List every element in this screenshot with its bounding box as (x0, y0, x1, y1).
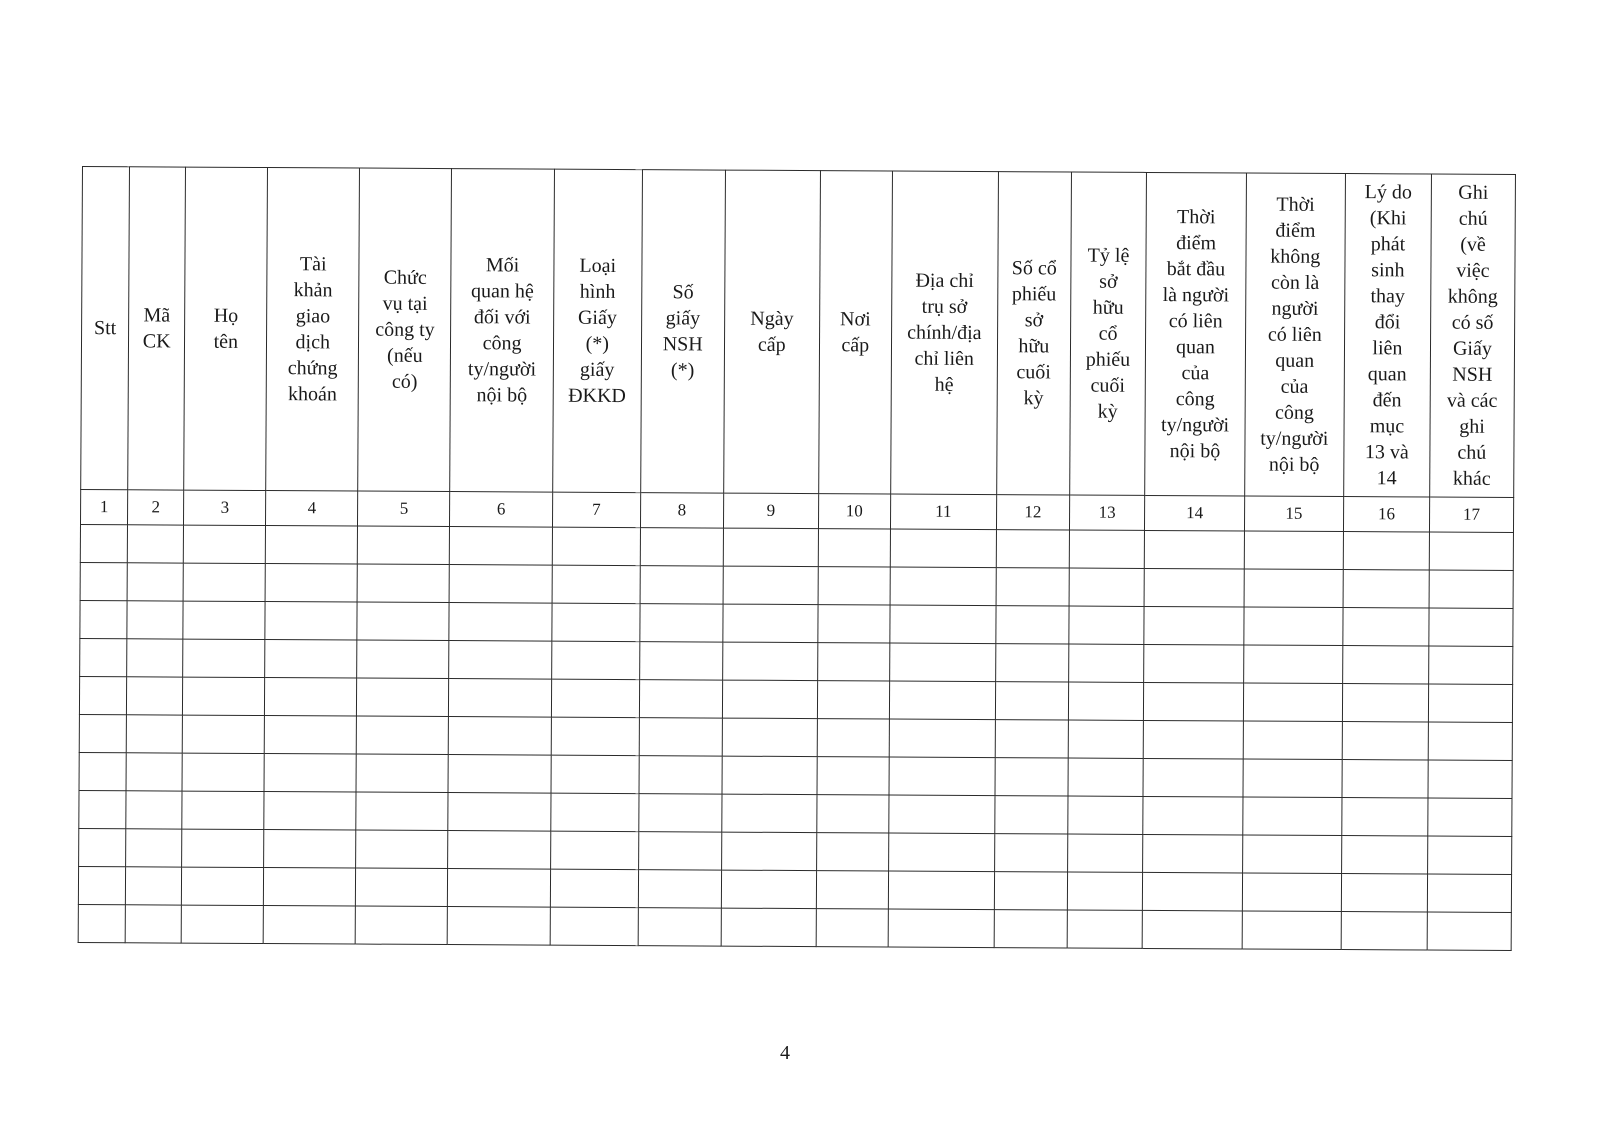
table-cell (78, 904, 125, 942)
table-cell (80, 524, 127, 562)
table-cell (449, 603, 552, 642)
table-cell (1428, 684, 1512, 722)
table-row (78, 904, 1511, 950)
page-number: 4 (780, 1042, 790, 1064)
table-cell (994, 910, 1067, 948)
header-row (81, 167, 1516, 498)
table-cell (357, 716, 449, 755)
table-cell (1342, 684, 1428, 722)
table-cell (550, 907, 638, 945)
table-cell (640, 528, 723, 566)
table-cell (638, 908, 721, 946)
table-cell (816, 833, 888, 871)
table-cell (1243, 759, 1342, 798)
table-cell (639, 680, 722, 718)
column-number-cell: 5 (358, 491, 450, 527)
table-cell (816, 909, 888, 947)
table-cell (817, 681, 889, 719)
header-cell-loai-hinh-giay: Loại hình Giấy (*) giấy ĐKKD (552, 169, 642, 492)
table-cell (1068, 644, 1144, 682)
table-cell (357, 678, 449, 717)
table-cell (1428, 760, 1512, 798)
table-cell (182, 791, 264, 829)
table-cell (995, 834, 1068, 872)
table-cell (183, 715, 265, 753)
table-cell (996, 644, 1069, 682)
table-cell (889, 643, 996, 682)
table-cell (357, 602, 449, 641)
table-cell (550, 831, 638, 869)
table-cell (638, 870, 721, 908)
header-cell-so-giay-nsh: Số giấy NSH (*) (640, 170, 725, 493)
table-cell (1428, 798, 1512, 836)
table-cell (1069, 606, 1145, 644)
table-cell (357, 640, 449, 679)
column-number-cell: 12 (996, 495, 1069, 530)
table-cell (1069, 530, 1145, 568)
table-cell (448, 755, 551, 794)
table-cell (640, 566, 723, 604)
column-number-cell: 3 (184, 490, 266, 525)
table-cell (722, 680, 817, 719)
table-cell (182, 753, 264, 791)
column-number-cell: 11 (890, 494, 997, 530)
table-cell (640, 604, 723, 642)
table-cell (551, 679, 639, 717)
table-cell (1145, 530, 1244, 569)
table-cell (996, 530, 1069, 568)
table-cell (127, 525, 183, 563)
table-cell (1144, 568, 1243, 607)
table-cell (183, 639, 265, 677)
table-cell (356, 906, 448, 945)
table-cell (888, 833, 995, 872)
table-cell (80, 638, 127, 676)
header-cell-moi-quan-he: Mối quan hệ đối với công ty/người nội bộ (450, 169, 554, 493)
table-cell (1427, 836, 1511, 874)
related-persons-table (78, 166, 1516, 951)
table-cell (265, 602, 357, 641)
header-cell-noi-cap: Nơi cấp (819, 171, 892, 494)
header-cell-tai-khoan: Tài khản giao dịch chứng khoán (266, 168, 360, 492)
table-cell (723, 528, 818, 567)
table-cell (264, 830, 356, 869)
table-cell (996, 606, 1069, 644)
table-cell (1342, 760, 1428, 798)
table-cell (1068, 682, 1144, 720)
table-cell (1429, 570, 1513, 608)
header-cell-chuc-vu: Chức vụ tại công ty (nếu có) (358, 168, 452, 492)
table-cell (996, 568, 1069, 606)
header-cell-dia-chi: Địa chỉ trụ sở chính/địa chỉ liên hệ (890, 171, 998, 495)
table-cell (265, 564, 357, 603)
header-cell-ma-ck: Mã CK (128, 167, 186, 490)
table-cell (356, 830, 448, 869)
table-cell (1429, 608, 1513, 646)
table-cell (450, 565, 553, 604)
table-cell (639, 756, 722, 794)
column-number-cell: 13 (1069, 495, 1145, 530)
table-cell (264, 792, 356, 831)
table-cell (638, 832, 721, 870)
table-cell (1243, 721, 1342, 760)
table-cell (78, 866, 125, 904)
column-number-cell: 16 (1343, 497, 1429, 532)
table-cell (890, 567, 997, 606)
table-cell (1067, 872, 1143, 910)
table-cell (184, 525, 266, 563)
table-cell (1343, 608, 1429, 646)
table-cell (722, 756, 817, 795)
table-cell (79, 790, 126, 828)
table-cell (127, 563, 183, 601)
table-cell (264, 754, 356, 793)
column-number-cell: 10 (818, 494, 890, 529)
table-cell (1067, 834, 1143, 872)
column-number-cell: 15 (1244, 496, 1343, 532)
table-cell (1144, 644, 1243, 683)
table-cell (183, 677, 265, 715)
table-cell (264, 868, 356, 907)
table-cell (722, 718, 817, 757)
table-cell (127, 677, 183, 715)
table-cell (818, 529, 890, 567)
table-body (78, 489, 1514, 950)
column-number-cell: 1 (80, 489, 127, 524)
table-cell (79, 828, 126, 866)
column-number-cell: 8 (640, 493, 723, 528)
table-cell (1341, 874, 1427, 912)
table-cell (817, 757, 889, 795)
table-cell (818, 643, 890, 681)
table-cell (552, 603, 640, 641)
table-cell (448, 831, 551, 870)
table-cell (448, 869, 551, 908)
table-cell (449, 717, 552, 756)
table-cell (889, 681, 996, 720)
table-cell (818, 567, 890, 605)
table-cell (1428, 722, 1512, 760)
table-cell (126, 829, 182, 867)
header-cell-ho-ten: Họ tên (184, 167, 268, 490)
column-number-cell: 4 (266, 491, 358, 527)
table-cell (552, 565, 640, 603)
table-cell (551, 717, 639, 755)
table-cell (550, 869, 638, 907)
header-cell-so-co-phieu: Số cổ phiếu sở hữu cuối kỳ (997, 172, 1071, 495)
table-cell (639, 642, 722, 680)
table-cell (126, 715, 182, 753)
table-cell (1143, 834, 1242, 873)
table-cell (1343, 532, 1429, 570)
table-cell (79, 714, 126, 752)
table-cell (1429, 532, 1513, 570)
table-cell (723, 566, 818, 605)
table-cell (125, 905, 181, 943)
table-cell (888, 795, 995, 834)
table-cell (183, 563, 265, 601)
table-cell (182, 829, 264, 867)
table-cell (639, 794, 722, 832)
table-cell (265, 678, 357, 717)
table-cell (722, 642, 817, 681)
column-number-cell: 9 (723, 493, 818, 529)
table-cell (817, 719, 889, 757)
table-cell (127, 639, 183, 677)
header-cell-ly-do: Lý do (Khi phát sinh thay đổi liên quan đến mục 13 và 14 (1344, 174, 1432, 497)
table-cell (356, 754, 448, 793)
table-cell (995, 758, 1068, 796)
table-cell (357, 564, 449, 603)
table-cell (1427, 912, 1511, 950)
table-cell (1068, 758, 1144, 796)
table-cell (1429, 646, 1513, 684)
table-cell (721, 870, 816, 909)
table-cell (127, 601, 183, 639)
table-cell (551, 793, 639, 831)
table-cell (551, 641, 639, 679)
table-cell (79, 752, 126, 790)
table-cell (263, 906, 355, 945)
table-cell (818, 605, 890, 643)
table-cell (888, 909, 995, 948)
table-cell (1144, 682, 1243, 721)
table-cell (1244, 531, 1343, 570)
table-cell (889, 719, 996, 758)
table-cell (80, 562, 127, 600)
table-cell (80, 600, 127, 638)
table-cell (125, 867, 181, 905)
table-cell (183, 601, 265, 639)
table-cell (995, 720, 1068, 758)
table-cell (1342, 798, 1428, 836)
table-cell (1144, 606, 1243, 645)
table-cell (994, 872, 1067, 910)
table-cell (817, 795, 889, 833)
table-cell (1143, 796, 1242, 835)
column-number-cell: 7 (552, 492, 640, 527)
table-cell (356, 868, 448, 907)
table-cell (448, 907, 551, 946)
table-cell (1242, 797, 1341, 836)
table-cell (448, 793, 551, 832)
header-cell-thoi-diem-khong-con: Thời điểm không còn là người có liên quan của công ty/người nội bộ (1244, 173, 1345, 497)
table-cell (890, 529, 997, 568)
table-cell (1243, 645, 1342, 684)
table-cell (1242, 873, 1341, 912)
table-cell (264, 716, 356, 755)
table-cell (639, 718, 722, 756)
header-cell-ty-le-so-huu: Tỷ lệ sở hữu cổ phiếu cuối kỳ (1069, 172, 1147, 495)
table-cell (1244, 569, 1343, 608)
table-cell (1144, 720, 1243, 759)
table-cell (1143, 910, 1242, 949)
table-cell (1143, 872, 1242, 911)
table-cell (1069, 568, 1145, 606)
table-cell (1342, 836, 1428, 874)
table-cell (1068, 720, 1144, 758)
table-cell (816, 871, 888, 909)
table-cell (1243, 683, 1342, 722)
table-cell (79, 676, 126, 714)
table-cell (450, 527, 553, 566)
table-cell (1244, 607, 1343, 646)
table-cell (1343, 570, 1429, 608)
column-number-cell: 6 (450, 492, 553, 528)
table-cell (552, 527, 640, 565)
column-number-cell: 2 (128, 490, 184, 525)
table-cell (1242, 911, 1341, 950)
table-cell (182, 867, 264, 905)
table-cell (995, 796, 1068, 834)
table-cell (995, 682, 1068, 720)
table-cell (1067, 910, 1143, 948)
table-cell (723, 604, 818, 643)
table-cell (889, 605, 996, 644)
table-cell (449, 641, 552, 680)
table-cell (265, 640, 357, 679)
table-cell (1242, 835, 1341, 874)
table-cell (722, 794, 817, 833)
column-number-cell: 14 (1145, 495, 1244, 531)
table-cell (126, 753, 182, 791)
table-cell (888, 871, 995, 910)
table-cell (449, 679, 552, 718)
table-cell (358, 526, 450, 565)
table-cell (721, 908, 816, 947)
table-cell (266, 526, 358, 565)
table-cell (1341, 912, 1427, 950)
table-cell (182, 905, 264, 943)
table-cell (126, 791, 182, 829)
table-cell (1067, 796, 1143, 834)
table-cell (1342, 722, 1428, 760)
header-cell-ngay-cap: Ngày cấp (723, 170, 820, 494)
table-cell (1427, 874, 1511, 912)
header-cell-thoi-diem-bat-dau: Thời điểm bắt đầu là người có liên quan của công ty/người nội bộ (1145, 172, 1246, 496)
table-cell (1343, 646, 1429, 684)
table-cell (356, 792, 448, 831)
header-cell-stt: Stt (81, 167, 130, 490)
table-cell (1143, 758, 1242, 797)
table-cell (889, 757, 996, 796)
column-number-cell: 17 (1429, 497, 1513, 532)
table-cell (551, 755, 639, 793)
header-cell-ghi-chu: Ghi chú (về việc không có số Giấy NSH và các ghi chú khác (1430, 174, 1516, 497)
table-cell (721, 832, 816, 871)
